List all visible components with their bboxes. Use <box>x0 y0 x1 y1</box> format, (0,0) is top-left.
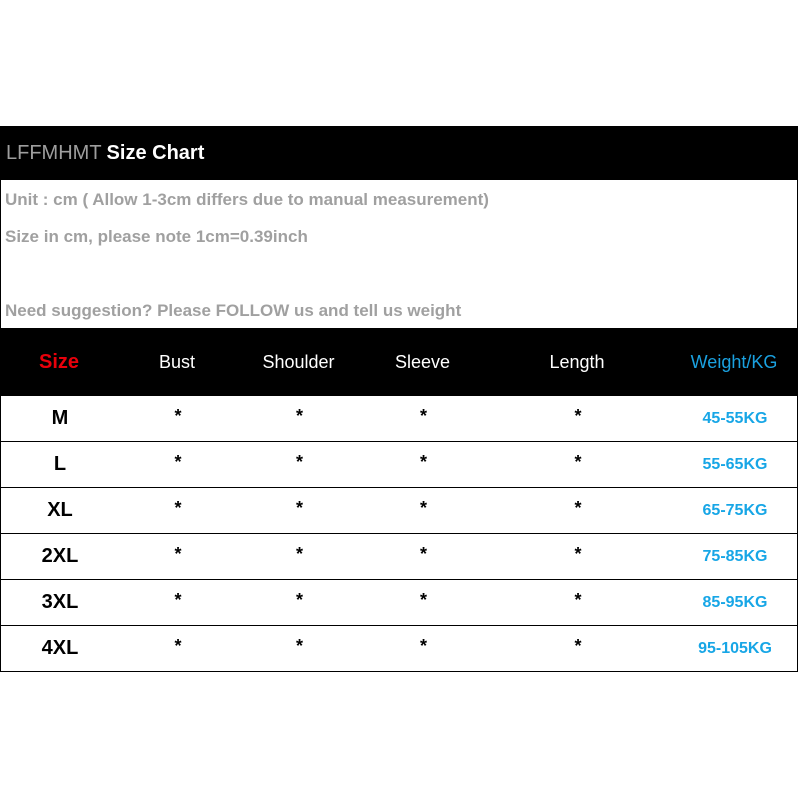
weight-cell: 45-55KG <box>702 409 768 427</box>
length-cell: * <box>574 590 582 610</box>
table-row <box>1 580 797 626</box>
notes-panel <box>0 180 798 328</box>
column-header-bust: Bust <box>158 351 196 372</box>
size-cell: XL <box>47 499 73 521</box>
sleeve-cell: * <box>419 544 427 564</box>
bust-cell: * <box>174 452 182 472</box>
size-cell: 4XL <box>41 637 79 659</box>
table-row <box>1 534 797 580</box>
bust-cell: * <box>174 406 182 426</box>
size-cell: 2XL <box>41 545 79 567</box>
weight-cell: 65-75KG <box>702 501 768 519</box>
bust-cell: * <box>174 636 182 656</box>
shoulder-cell: * <box>295 636 303 656</box>
size-cell: L <box>53 453 67 475</box>
shoulder-cell: * <box>295 498 303 518</box>
size-cell: 3XL <box>41 591 79 613</box>
length-cell: * <box>574 544 582 564</box>
sleeve-cell: * <box>419 590 427 610</box>
weight-cell: 85-95KG <box>702 593 768 611</box>
bust-cell: * <box>174 590 182 610</box>
weight-cell: 95-105KG <box>698 639 772 657</box>
shoulder-cell: * <box>295 406 303 426</box>
sleeve-cell: * <box>419 498 427 518</box>
shoulder-cell: * <box>295 544 303 564</box>
table-row <box>1 442 797 488</box>
unit-note: Unit : cm ( Allow 1-3cm differs due to manual measurement) <box>5 190 489 209</box>
size-table <box>0 396 798 672</box>
length-cell: * <box>574 406 582 426</box>
bust-cell: * <box>174 544 182 564</box>
size-cell: M <box>51 407 69 429</box>
shoulder-cell: * <box>295 452 303 472</box>
sleeve-cell: * <box>419 406 427 426</box>
table-header <box>0 328 798 396</box>
sleeve-cell: * <box>419 636 427 656</box>
column-header-size: Size <box>38 350 80 373</box>
bust-cell: * <box>174 498 182 518</box>
table-row <box>1 488 797 534</box>
column-header-sleeve: Sleeve <box>394 351 451 372</box>
shoulder-cell: * <box>295 590 303 610</box>
column-header-weight: Weight/KG <box>690 351 778 372</box>
suggestion-note: Need suggestion? Please FOLLOW us and tell us weight <box>5 301 462 320</box>
size-chart <box>0 126 798 672</box>
length-cell: * <box>574 452 582 472</box>
sleeve-cell: * <box>419 452 427 472</box>
conversion-note: Size in cm, please note 1cm=0.39inch <box>5 227 308 246</box>
column-header-shoulder: Shoulder <box>262 351 335 372</box>
brand-name: LFFMHMT <box>6 141 102 164</box>
table-row <box>1 396 797 442</box>
column-header-length: Length <box>549 351 605 372</box>
weight-cell: 75-85KG <box>702 547 768 565</box>
title-bar <box>0 126 798 180</box>
length-cell: * <box>574 498 582 518</box>
weight-cell: 55-65KG <box>702 455 768 473</box>
table-row <box>1 626 797 671</box>
chart-title: Size Chart <box>106 141 205 164</box>
length-cell: * <box>574 636 582 656</box>
